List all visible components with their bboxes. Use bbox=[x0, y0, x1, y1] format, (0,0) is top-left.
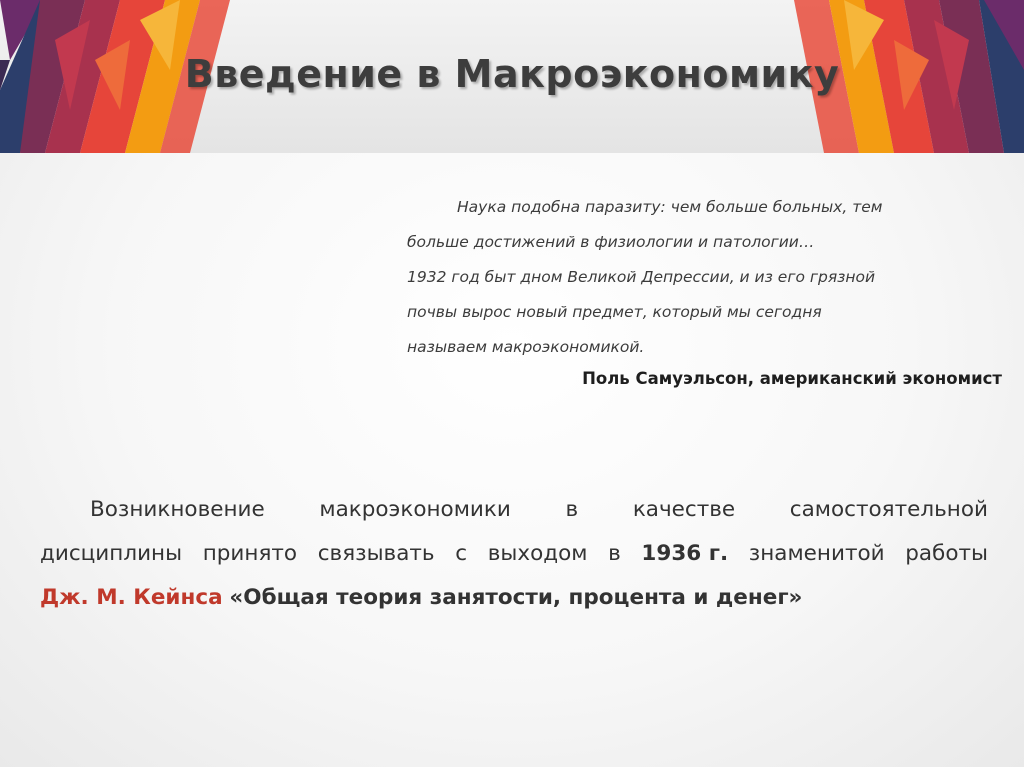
body-paragraph bbox=[40, 488, 988, 620]
slide-title: Введение в Макроэкономику bbox=[184, 52, 840, 96]
word: дисциплины bbox=[40, 541, 183, 566]
word: выходом bbox=[487, 541, 588, 566]
paragraph-line-2 bbox=[40, 532, 988, 576]
quote-line: больше достижений в физиологии и патологии… bbox=[407, 233, 815, 251]
word: в bbox=[565, 497, 579, 522]
paragraph-line-1 bbox=[40, 488, 988, 532]
year-highlight: 1936 г. bbox=[641, 541, 729, 566]
work-title: «Общая теория занятости, процента и денег» bbox=[229, 585, 803, 610]
keynes-name: Дж. М. Кейнса bbox=[40, 585, 223, 610]
word: качестве bbox=[632, 497, 736, 522]
quote-line: 1932 год быт дном Великой Депрессии, и из его грязной bbox=[407, 268, 876, 286]
word: макроэкономики bbox=[319, 497, 511, 522]
quote-line: Наука подобна паразиту: чем больше больных, тем bbox=[457, 198, 883, 216]
word: Возникновение bbox=[90, 497, 265, 522]
quote-line: называем макроэкономикой. bbox=[407, 338, 645, 356]
word: самостоятельной bbox=[789, 497, 988, 522]
word: в bbox=[608, 541, 621, 566]
word: с bbox=[455, 541, 468, 566]
quote-line: почвы вырос новый предмет, который мы сегодня bbox=[407, 303, 822, 321]
quote-author: Поль Самуэльсон, американский экономист bbox=[582, 369, 1002, 388]
word: связывать bbox=[317, 541, 435, 566]
word: знаменитой bbox=[748, 541, 885, 566]
paragraph-line-3 bbox=[40, 576, 988, 620]
epigraph-quote bbox=[407, 190, 987, 365]
word: работы bbox=[905, 541, 988, 566]
word: принято bbox=[202, 541, 298, 566]
